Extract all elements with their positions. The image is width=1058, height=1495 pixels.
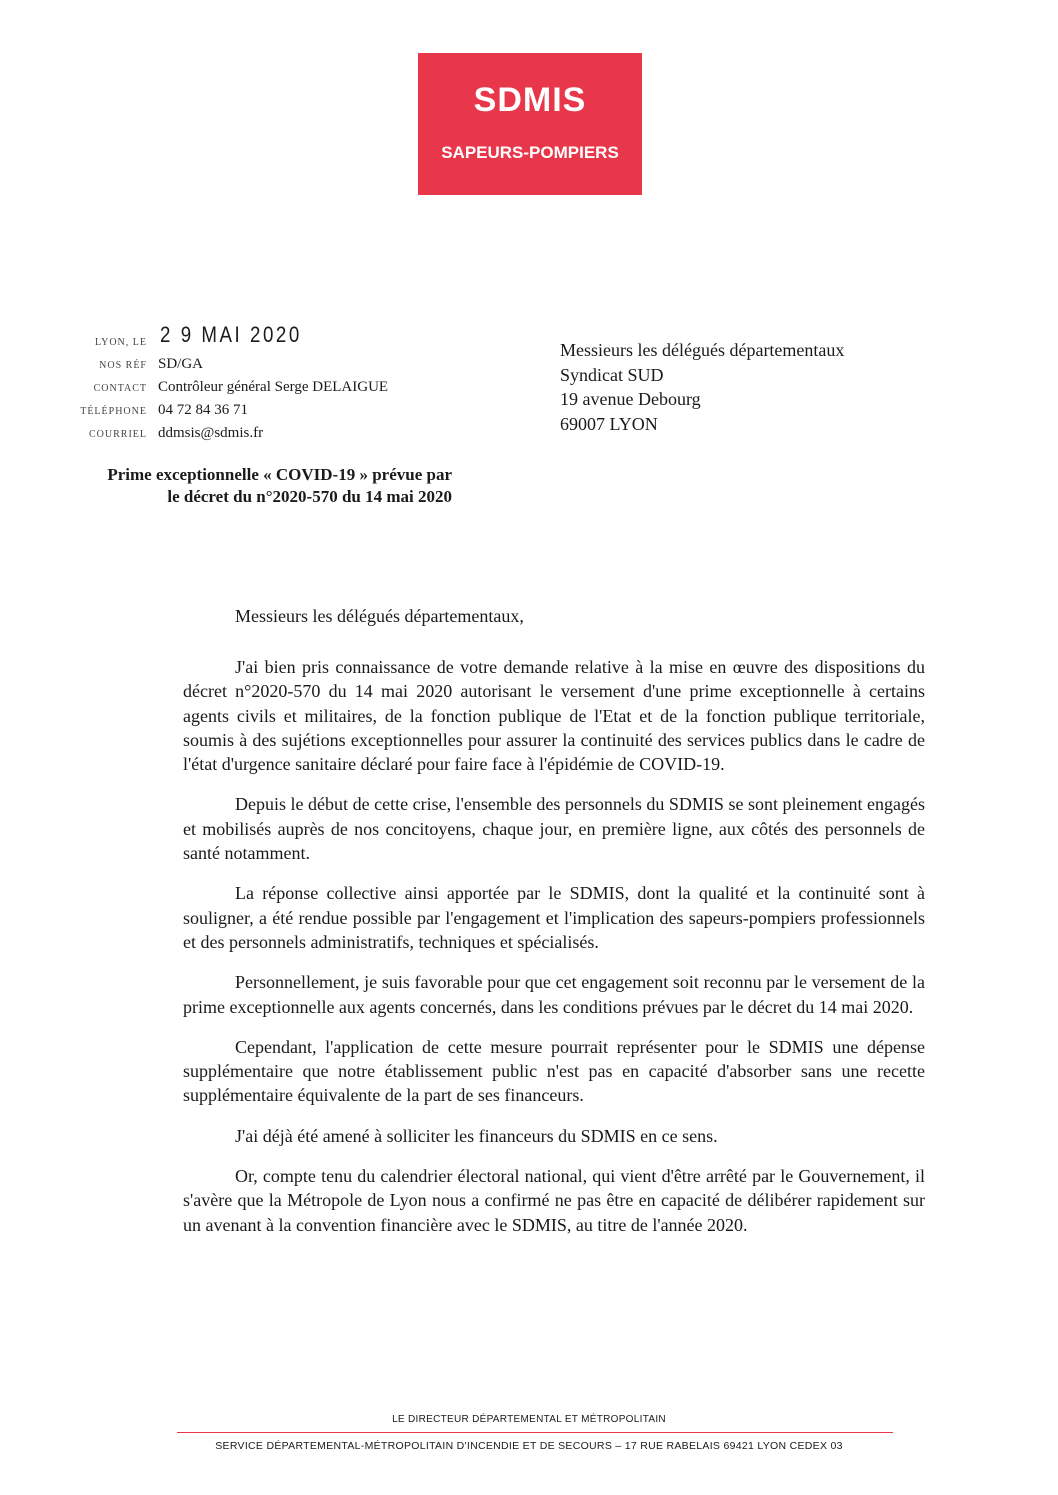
letter-subject — [52, 464, 452, 508]
body-paragraph: Or, compte tenu du calendrier électoral national, qui vient d'être arrêté par le Gouvernement, il s'avère que la Métropole de Lyon nous a confirmé ne pas être en capacité de délibérer rapidement sur un avenant à la convention financière avec le SDMIS, au titre de l'année 2020. — [183, 1166, 925, 1235]
logo-title: SDMIS — [473, 81, 587, 119]
date-stamp: 2 9 MAI 2020 — [160, 322, 302, 347]
ref-label: NOS RÉF — [99, 360, 147, 371]
body-paragraph: Cependant, l'application de cette mesure pourrait représenter pour le SDMIS une dépense supplémentaire que notre établissement public n'est pas en capacité d'absorber sans une recette supplémentaire équivalente de la part de ses financeurs. — [183, 1036, 925, 1106]
meta-phone-row — [40, 402, 460, 424]
footer-divider — [177, 1432, 893, 1433]
email-value: ddmsis@sdmis.fr — [158, 425, 264, 441]
address-line: Syndicat SUD — [560, 364, 664, 385]
body-paragraph: La réponse collective ainsi apportée par le SDMIS, dont la qualité et la continuité sont à souligner, a été rendue possible par l'engagement et l'implication des sapeurs-pompiers professionnels et des personnels administratifs, techniques et spécialisés. — [183, 883, 925, 952]
date-label: LYON, LE — [95, 337, 147, 348]
recipient-address — [560, 338, 844, 436]
email-label: COURRIEL — [89, 429, 147, 440]
address-line: Messieurs les délégués départementaux — [560, 340, 845, 360]
footer-title: LE DIRECTEUR DÉPARTEMENTAL ET MÉTROPOLITAIN — [392, 1414, 666, 1425]
meta-ref-row — [40, 356, 460, 378]
body-paragraph: Personnellement, je suis favorable pour que cet engagement soit reconnu par le versement de la prime exceptionnelle aux agents concernés, dans les conditions prévues par le décret du 14 mai 2020. — [183, 972, 925, 1017]
phone-value: 04 72 84 36 71 — [158, 402, 248, 418]
body-paragraph: J'ai bien pris connaissance de votre demande relative à la mise en œuvre des dispositions du décret n°2020-570 du 14 mai 2020 autorisant le versement d'une prime exceptionnelle à certains agents civils et militaires, de la fonction publique de l'Etat et de la fonction publique territoriale, soumis à des sujétions exceptionnelles pour assurer la continuité des services publics dans le cadre de l'état d'urgence sanitaire déclaré pour faire face à l'épidémie de COVID-19. — [183, 657, 925, 775]
address-line: 69007 LYON — [560, 413, 658, 434]
letter-body — [183, 655, 925, 1253]
contact-label: CONTACT — [93, 383, 147, 394]
body-paragraph: J'ai déjà été amené à solliciter les financeurs du SDMIS en ce sens. — [235, 1125, 718, 1146]
body-paragraph: Depuis le début de cette crise, l'ensemble des personnels du SDMIS se sont pleinement engagés et mobilisés auprès de nos concitoyens, chaque jour, en première ligne, aux côtés des personnels de santé notamment. — [183, 794, 925, 864]
footer-address: SERVICE DÉPARTEMENTAL-MÉTROPOLITAIN D'INCENDIE ET DE SECOURS – 17 RUE RABELAIS 69421 LYON CEDEX 03 — [215, 1440, 843, 1452]
sdmis-logo — [418, 53, 642, 195]
contact-value: Contrôleur général Serge DELAIGUE — [158, 379, 389, 395]
salutation: Messieurs les délégués départementaux, — [235, 606, 524, 626]
address-line: 19 avenue Debourg — [560, 389, 701, 409]
ref-value: SD/GA — [158, 356, 204, 372]
meta-contact-row — [40, 379, 460, 401]
logo-subtitle: SAPEURS-POMPIERS — [441, 143, 619, 162]
subject-line: le décret du n°2020-570 du 14 mai 2020 — [167, 487, 452, 506]
phone-label: TÉLÉPHONE — [80, 406, 147, 417]
meta-email-row — [40, 425, 460, 447]
subject-line: Prime exceptionnelle « COVID-19 » prévue par — [107, 465, 452, 484]
